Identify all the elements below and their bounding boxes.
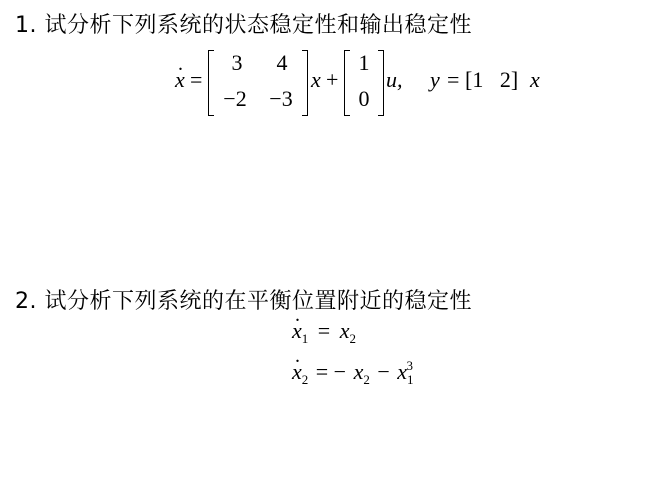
matrix-a-right-bracket: [302, 50, 308, 116]
equation-1: [292, 318, 356, 347]
plus-sign: +: [326, 67, 339, 92]
x2: $x_2$: [353, 359, 370, 387]
minus-sign: −: [377, 359, 390, 384]
matrix-a-cell: 3: [231, 50, 243, 75]
state-vector: x: [530, 67, 540, 92]
equals-sign: =: [447, 67, 460, 92]
input-u: u,: [386, 67, 403, 92]
matrix-b: [344, 50, 384, 118]
matrix-a-cell: 4: [276, 50, 288, 75]
state-vector: x: [311, 67, 321, 92]
problem-2-heading: 2. 试分析下列系统的在平衡位置附近的稳定性: [15, 289, 472, 314]
x1-dot: . $x_1$: [292, 318, 308, 347]
matrix-a-left-bracket: [208, 50, 214, 116]
matrix-a: [208, 50, 308, 118]
matrix-c: [1 2]: [465, 67, 519, 92]
equals-minus: = −: [315, 359, 347, 384]
matrix-b-cell: 0: [358, 86, 370, 111]
equals-sign: =: [190, 67, 203, 92]
matrix-a-cell: −3: [269, 86, 293, 111]
matrix-b-right-bracket: [378, 50, 384, 116]
state-derivative: . x: [175, 67, 185, 93]
output-y: y: [430, 67, 440, 92]
x1-cubed: $x_1^3$: [397, 358, 414, 387]
x2-dot: . $x_2$: [292, 359, 308, 388]
matrix-a-cell: −2: [223, 86, 247, 111]
problem-1-heading: 1. 试分析下列系统的状态稳定性和输出稳定性: [15, 13, 472, 38]
matrix-b-left-bracket: [344, 50, 350, 116]
equals-sign: =: [317, 318, 331, 343]
equation-2: [292, 358, 413, 388]
matrix-b-cell: 1: [358, 50, 370, 75]
x2: $x_2$: [339, 318, 356, 346]
